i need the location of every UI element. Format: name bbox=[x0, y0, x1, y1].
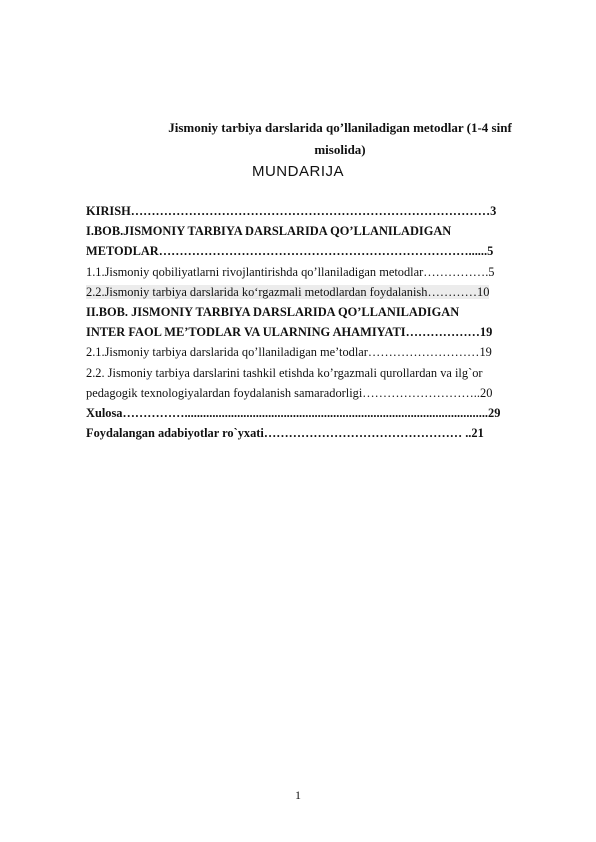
title-line-1: Jismoniy tarbiya darslarida qo’llaniladigan metodlar (1-4 sinf bbox=[168, 120, 512, 135]
page-number: 1 bbox=[295, 788, 301, 802]
title-line-2: misolida) bbox=[314, 142, 366, 157]
toc-entry-kirish: KIRISH……………………………………………………………………………3 bbox=[86, 204, 497, 218]
toc-entry-2-2-highlighted bbox=[86, 282, 556, 302]
toc-entry-chapter-2-title: II.BOB. JISMONIY TARBIYA DARSLARIDA QO’LLANILADIGAN bbox=[86, 304, 460, 319]
contents-heading: MUNDARIJA bbox=[251, 163, 344, 180]
toc-entry-xulosa: Xulosa……………..................................................................................................29 bbox=[86, 405, 501, 420]
toc-entry-chapter-1-title-cont: METODLAR…………………………………………………………………......5 bbox=[86, 244, 494, 259]
toc-entry-chapter-1-title: I.BOB.JISMONIY TARBIYA DARSLARIDA QO’LLANILADIGAN bbox=[86, 224, 452, 239]
toc-entry-1-1: 1.1.Jismoniy qobiliyatlarni rivojlantirishda qo’llaniladigan metodlar…………….5 bbox=[86, 264, 495, 279]
toc-entry-references: Foydalangan adabiyotlar ro`yxati………………………………………… ..21 bbox=[86, 426, 484, 441]
table-of-contents bbox=[86, 201, 556, 443]
document-title bbox=[140, 117, 540, 161]
toc-entry-2-2: 2.2. Jismoniy tarbiya darslarini tashkil etishda ko’rgazmali qurollardan va ilg`or bbox=[86, 365, 483, 380]
toc-entry-2-2-text: 2.2.Jismoniy tarbiya darslarida ko‘rgazmali metodlardan foydalanish…………10 bbox=[86, 284, 490, 299]
toc-entry-2-2-cont: pedagogik texnologiyalardan foydalanish samaradorligi………………………..20 bbox=[86, 385, 493, 400]
toc-entry-2-1: 2.1.Jismoniy tarbiya darslarida qo’llaniladigan me’todlar………………………19 bbox=[86, 345, 492, 360]
toc-entry-chapter-2-title-cont: INTER FAOL ME’TODLAR VA ULARNING AHAMIYATI………………19 bbox=[86, 325, 493, 340]
